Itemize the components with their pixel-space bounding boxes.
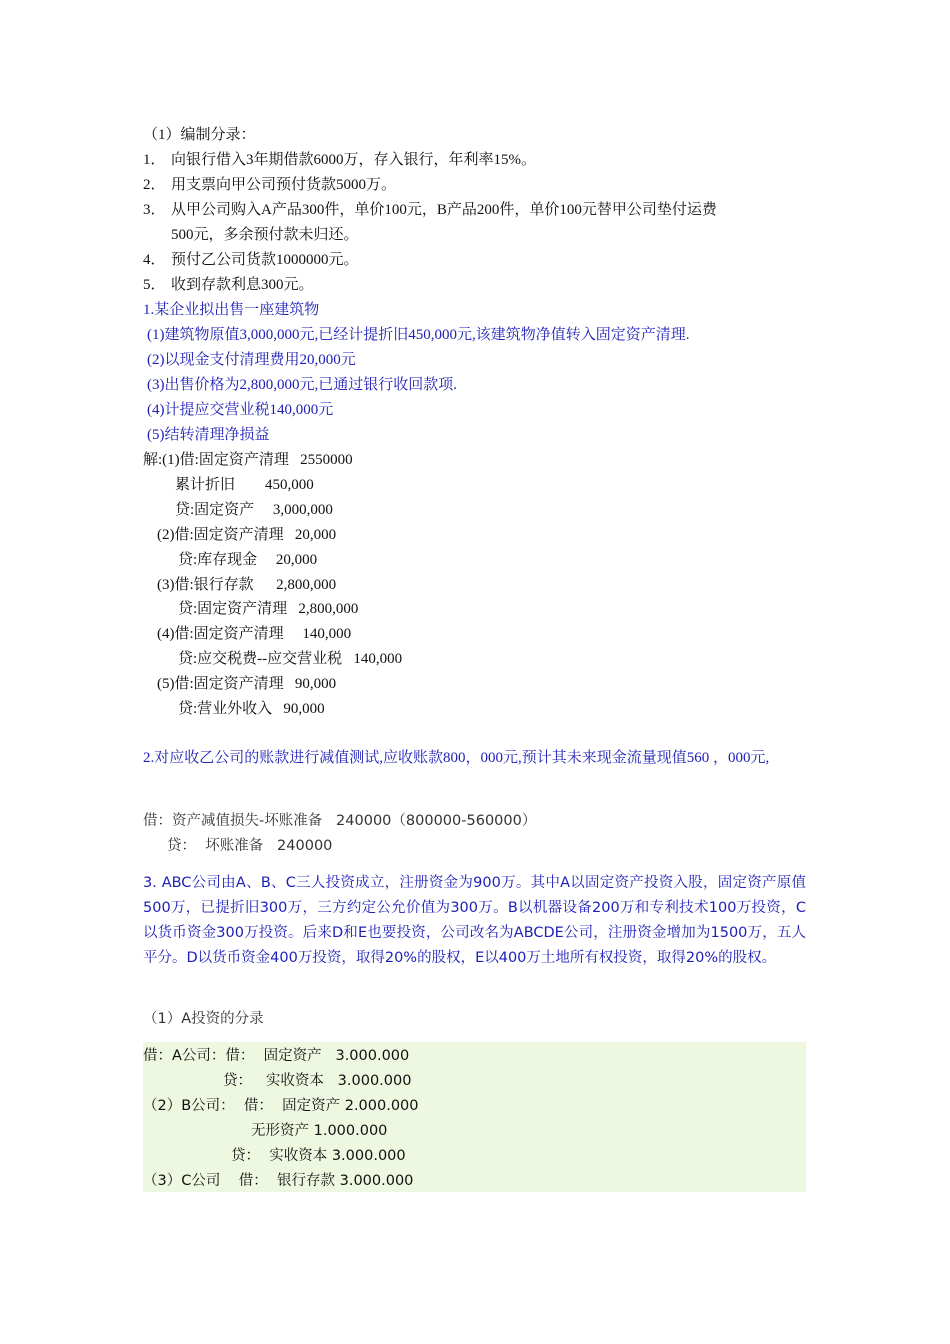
journal-entry: 贷： 实收资本 3.000.000 (231, 1148, 406, 1164)
question-item: (5)结转清理净损益 (147, 427, 270, 443)
journal-entry: 借：A公司：借： 固定资产 3.000.000 (143, 1048, 410, 1064)
item-text: 收到存款利息300元。 (171, 277, 314, 293)
list-item (143, 250, 359, 270)
journal-entry: (4)借:固定资产清理 140,000 (157, 626, 352, 642)
question-item: (1)建筑物原值3,000,000元,已经计提折旧450,000元,该建筑物净值转入固定资产清理. (147, 327, 690, 343)
journal-entry: 贷:营业外收入 90,000 (178, 701, 325, 717)
list-item (143, 200, 717, 220)
list-item-continuation (143, 225, 359, 245)
journal-entry: （2）B公司： 借： 固定资产 2.000.000 (143, 1098, 419, 1114)
journal-entry: 贷:固定资产 3,000,000 (175, 502, 333, 518)
question-item: (2)以现金支付清理费用20,000元 (147, 352, 356, 368)
journal-entry: 累计折旧 450,000 (175, 477, 314, 493)
question-item: (4)计提应交营业税140,000元 (147, 402, 334, 418)
item-number: 5． (143, 277, 166, 293)
journal-entry-debit: 借：资产减值损失-坏账准备 240000（800000-560000） (143, 813, 537, 829)
journal-entry: 解:(1)借:固定资产清理 2550000 (143, 452, 353, 468)
item-text: 500元，多余预付款未归还。 (171, 227, 359, 243)
item-text: 向银行借入3年期借款6000万，存入银行，年利率15%。 (171, 152, 536, 168)
sub-heading: （1）A投资的分录 (143, 1011, 264, 1027)
question-title: 3. ABC公司由A、B、C三人投资成立，注册资金为900万。其中A以固定资产投资入股，固定资产原值500万，已提折旧300万，三方约定公允价值为300万。B以机器设备200万和专利技术100万投资，C以货币资金300万投资。后来D和E也要投资，公司改名为ABCDE公司，注册资金增加为1500万，五人平分。D以货币资金400万投资，取得20%的股权，E以400万土地所有权投资，取得20%的股权。 (143, 875, 806, 966)
question-title: 1.某企业拟出售一座建筑物 (143, 302, 320, 318)
question-title: 2.对应收乙公司的账款进行减值测试,应收账款800，000元,预计其未来现金流量现值560 ，000元, (143, 750, 770, 766)
journal-entry-credit: 贷： 坏账准备 240000 (167, 838, 333, 854)
item-number: 1． (143, 152, 166, 168)
section-heading: （1）编制分录： (143, 127, 256, 143)
item-text: 从甲公司购入A产品300件，单价100元，B产品200件，单价100元替甲公司垫付运费 (171, 202, 717, 218)
item-text: 用支票向甲公司预付货款5000万。 (171, 177, 397, 193)
item-number: 4． (143, 252, 166, 268)
list-item (143, 150, 536, 170)
list-item (143, 275, 314, 295)
journal-entry: （3）C公司 借： 银行存款 3.000.000 (143, 1173, 414, 1189)
journal-entry: 无形资产 1.000.000 (251, 1123, 388, 1139)
journal-entry: 贷:固定资产清理 2,800,000 (178, 601, 359, 617)
journal-entry: 贷:应交税费--应交营业税 140,000 (178, 651, 403, 667)
journal-entry: (2)借:固定资产清理 20,000 (157, 527, 337, 543)
journal-entry: 贷:库存现金 20,000 (178, 552, 318, 568)
list-item (143, 175, 396, 195)
item-text: 预付乙公司货款1000000元。 (171, 252, 359, 268)
question-item: (3)出售价格为2,800,000元,已通过银行收回款项. (147, 377, 457, 393)
item-number: 3． (143, 202, 166, 218)
journal-entry: (5)借:固定资产清理 90,000 (157, 676, 337, 692)
journal-entry: 贷： 实收资本 3.000.000 (223, 1073, 412, 1089)
item-number: 2． (143, 177, 166, 193)
journal-entry: (3)借:银行存款 2,800,000 (157, 577, 337, 593)
